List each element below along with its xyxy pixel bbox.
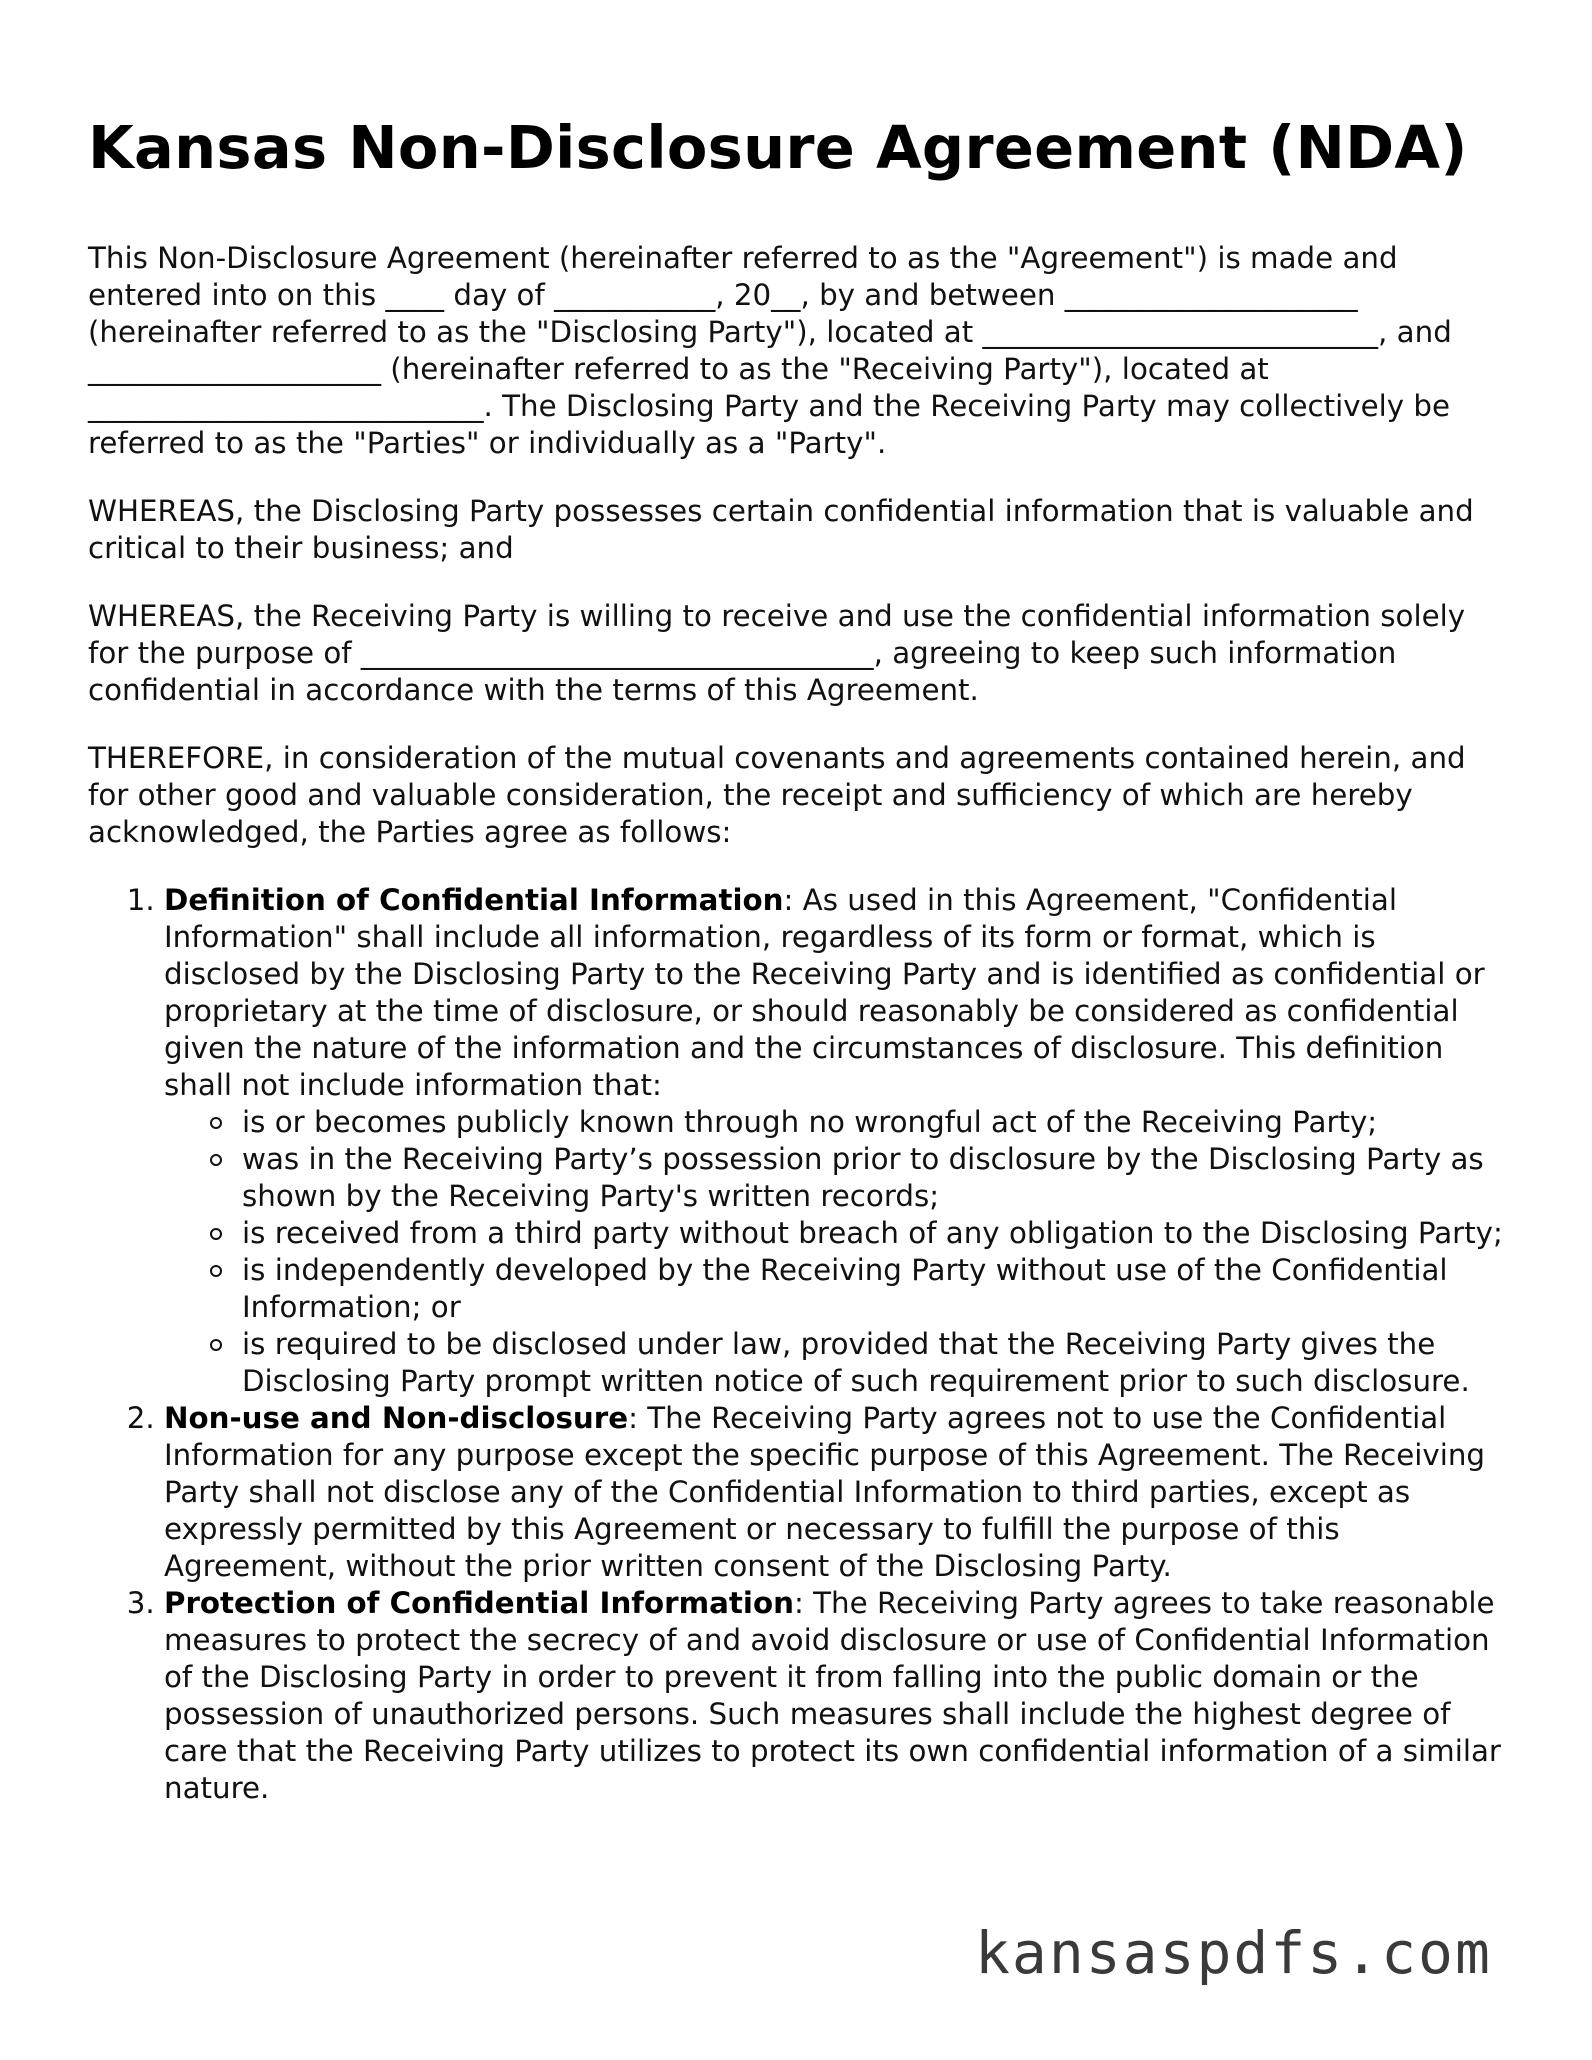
clause-text: : The Receiving Party agrees not to use the Confidential Information for any purpose except the specific purpose of this Agreement. The Receiving Party shall not disclose any of the Confidential Information to third parties, except as expressly permitted by this Agreement or necessary to fulfill the purpose of this Agreement, without the prior written consent of the Disclosing Party.	[164, 1401, 1486, 1583]
clause-text: : The Receiving Party agrees to take reasonable measures to protect the secrecy of and avoid disclosure or use of Confidential Information of the Disclosing Party in order to prevent it from falling into the public domain or the possession of unauthorized persons. Such measures shall include the highest degree of care that the Receiving Party utilizes to protect its own confidential information of a similar nature.	[164, 1586, 1501, 1805]
clause-item	[164, 1400, 1508, 1585]
clause-title: Definition of Confidential Information	[164, 883, 784, 917]
exclusion-item: is received from a third party without breach of any obligation to the Disclosing Party;	[242, 1215, 1508, 1252]
intro-paragraph: This Non-Disclosure Agreement (hereinafter referred to as the "Agreement") is made and entered into on this ____ day of ___________, 20__, by and between ____________________ (hereinafter referred to as the "Disclosing Party"), located at ___________________________, and ____________________ (hereinafter referred to as the "Receiving Party"), located at ___________________________. The Disclosing Party and the Receiving Party may collectively be referred to as the "Parties" or individually as a "Party".	[88, 241, 1452, 460]
exclusions-list	[164, 1104, 1508, 1400]
document-title: Kansas Non-Disclosure Agreement (NDA)	[88, 113, 1468, 182]
clause-item	[164, 882, 1508, 1400]
clause-item	[164, 1585, 1508, 1807]
clause-title: Protection of Confidential Information	[164, 1586, 794, 1620]
whereas-paragraph-2: WHEREAS, the Receiving Party is willing to receive and use the confidential information solely for the purpose of ___________________________________, agreeing to keep such information confidential in accordance with the terms of this Agreement.	[88, 599, 1466, 707]
document-page	[88, 112, 1508, 1807]
clause-text: : As used in this Agreement, "Confidential Information" shall include all information, regardless of its form or format, which is disclosed by the Disclosing Party to the Receiving Party and is identified as confidential or proprietary at the time of disclosure, or should reasonably be considered as confidential given the nature of the information and the circumstances of disclosure. This definition shall not include information that:	[164, 883, 1485, 1102]
exclusion-item: is independently developed by the Receiving Party without use of the Confidential Information; or	[242, 1252, 1508, 1326]
exclusion-item: is or becomes publicly known through no wrongful act of the Receiving Party;	[242, 1104, 1508, 1141]
clauses-list	[88, 882, 1508, 1807]
whereas-paragraph-1: WHEREAS, the Disclosing Party possesses certain confidential information that is valuable and critical to their business; and	[88, 494, 1474, 565]
exclusion-item: is required to be disclosed under law, provided that the Receiving Party gives the Disclosing Party prompt written notice of such requirement prior to such disclosure.	[242, 1326, 1508, 1400]
clause-title: Non-use and Non-disclosure	[164, 1401, 629, 1435]
site-watermark: kansaspdfs.com	[975, 1919, 1492, 1987]
therefore-paragraph: THEREFORE, in consideration of the mutual covenants and agreements contained herein, and for other good and valuable consideration, the receipt and sufficiency of which are hereby acknowledged, the Parties agree as follows:	[88, 741, 1466, 849]
exclusion-item: was in the Receiving Party’s possession prior to disclosure by the Disclosing Party as shown by the Receiving Party's written records;	[242, 1141, 1508, 1215]
